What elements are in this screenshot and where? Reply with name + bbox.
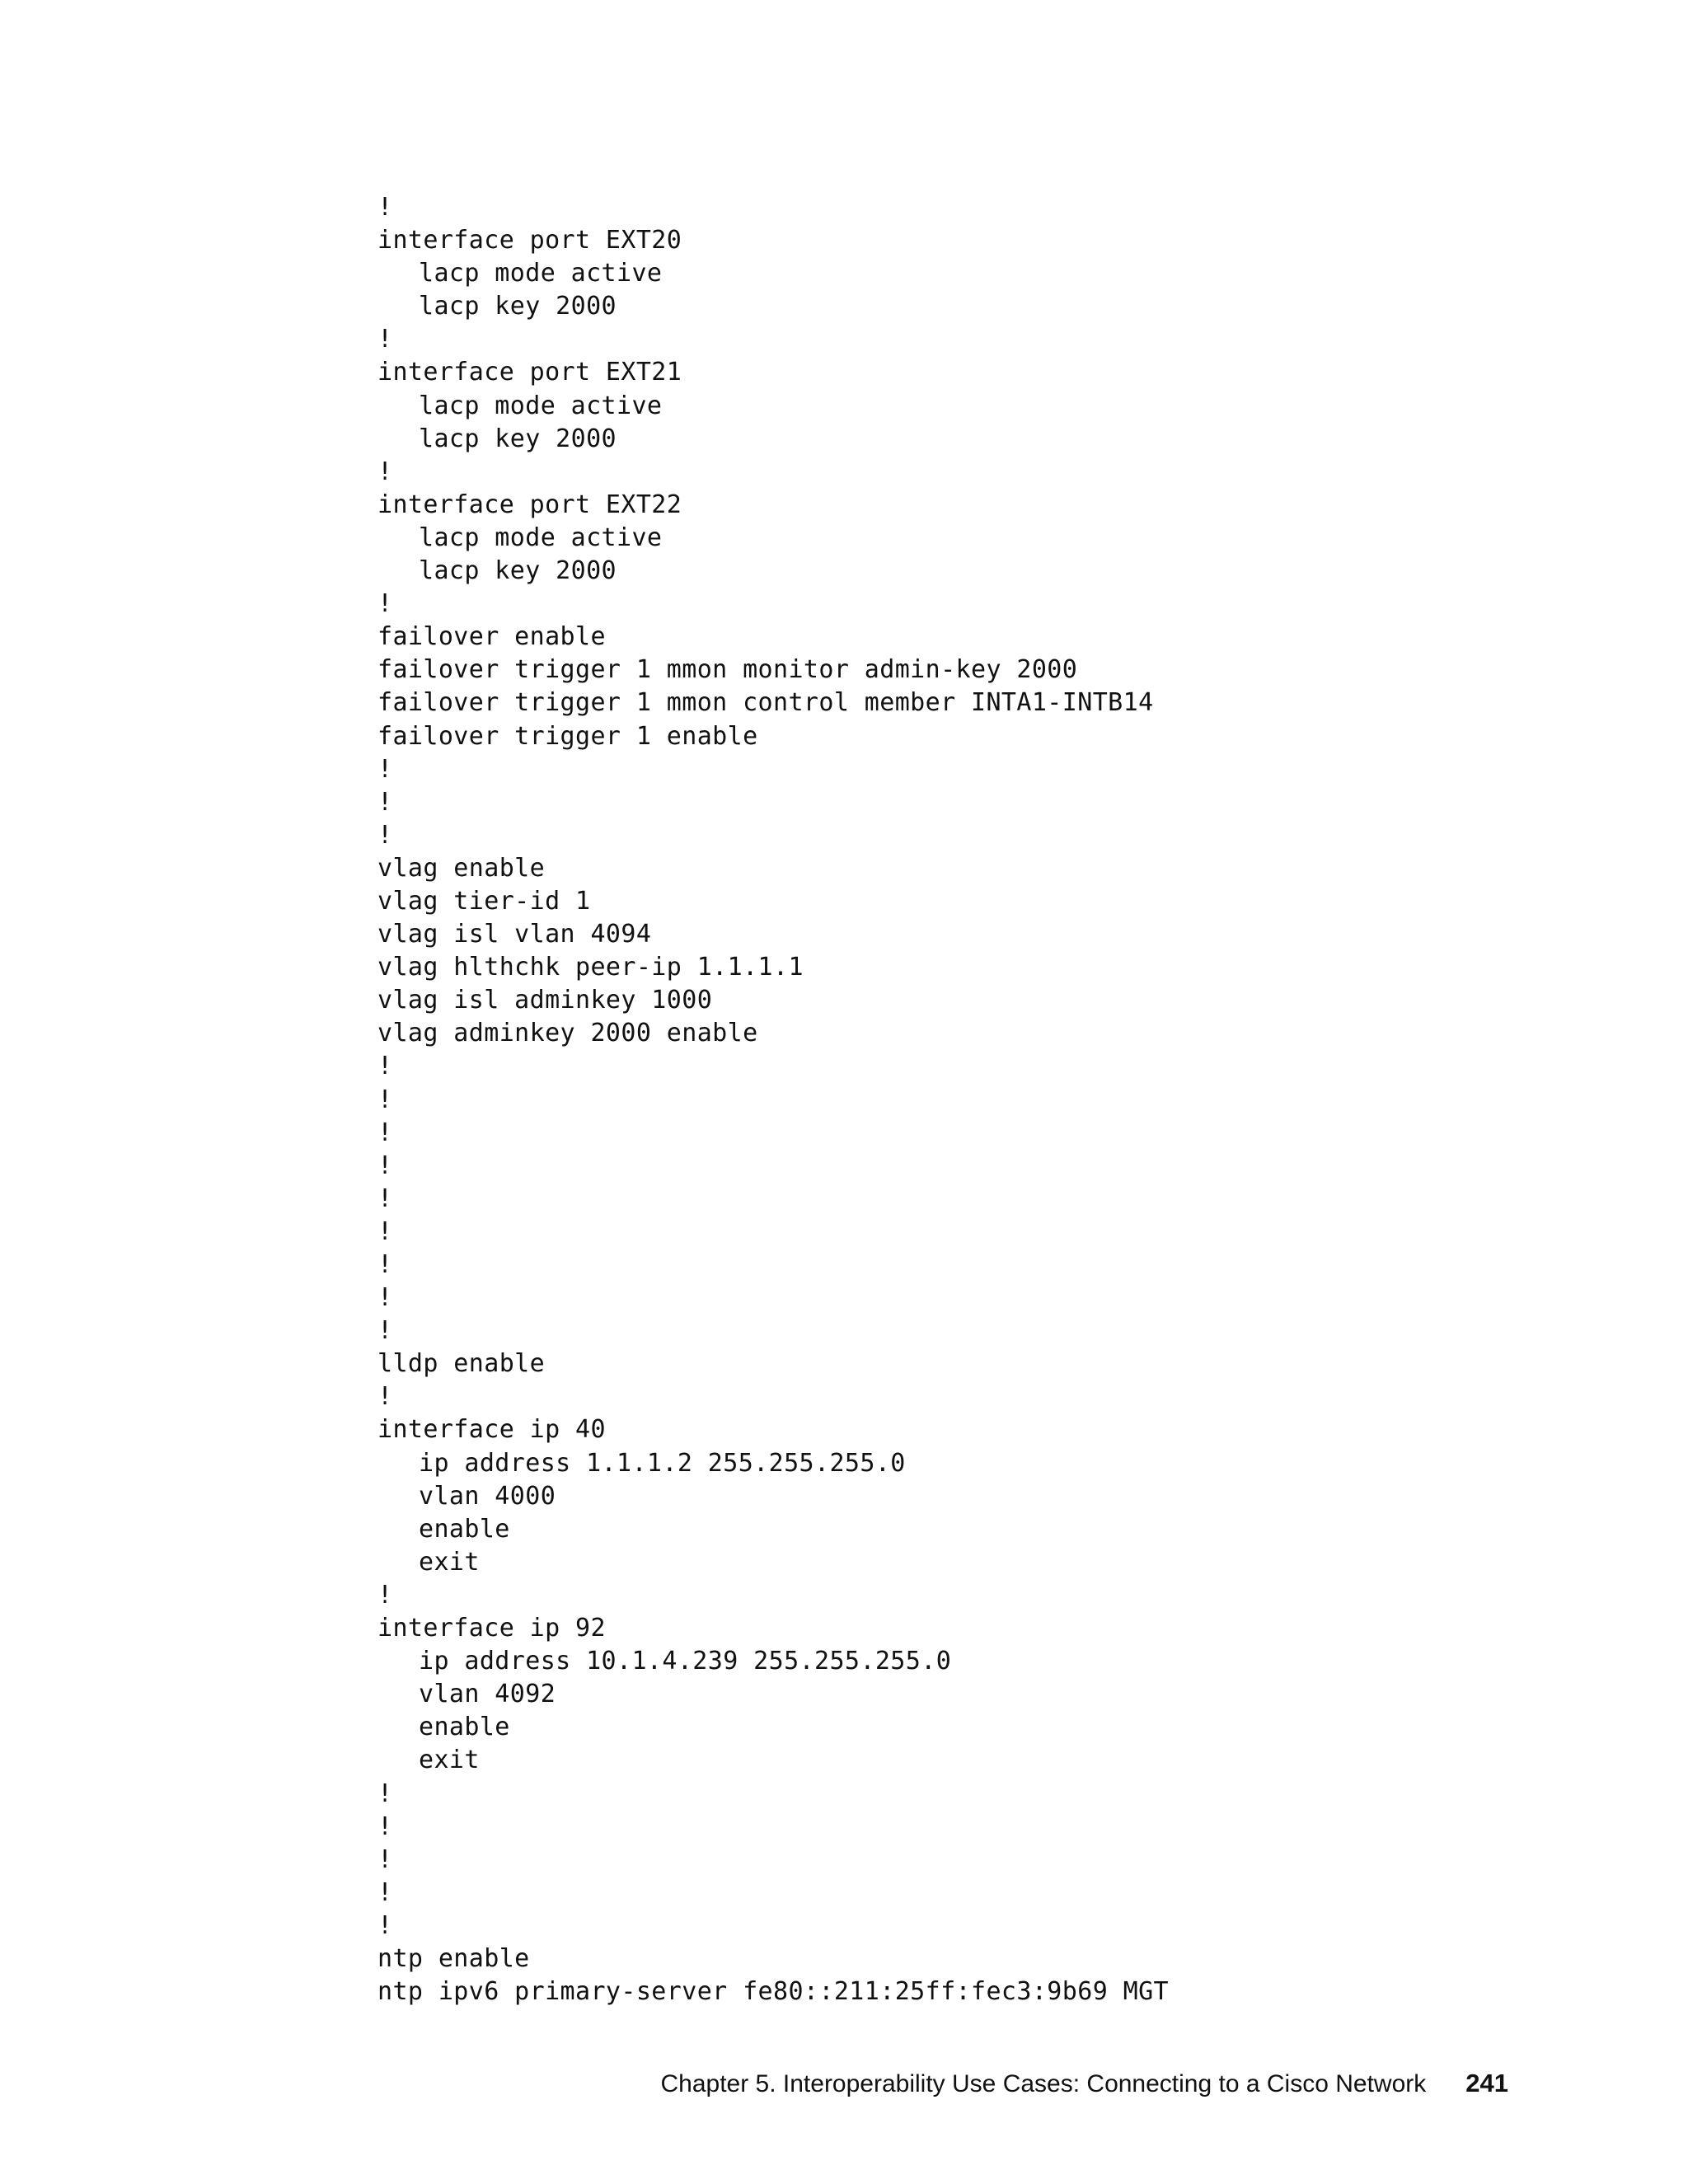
config-line: vlag isl vlan 4094 [377, 920, 652, 949]
page-footer [660, 2069, 1508, 2098]
config-line: interface ip 40 [377, 1415, 606, 1445]
config-line: vlag hlthchk peer-ip 1.1.1.1 [377, 953, 804, 982]
config-line: enable [419, 1713, 510, 1742]
config-line: vlag adminkey 2000 enable [377, 1019, 758, 1048]
config-line: ! [377, 1779, 393, 1808]
config-line: exit [419, 1547, 480, 1577]
config-line: lacp key 2000 [419, 556, 617, 586]
config-line: ! [377, 1085, 393, 1114]
config-line: ! [377, 754, 393, 784]
config-line: ! [377, 1877, 393, 1907]
config-line: ! [377, 1580, 393, 1610]
config-line: ! [377, 1844, 393, 1874]
config-line: ! [377, 1283, 393, 1313]
config-line: lacp key 2000 [419, 292, 617, 321]
config-line: failover trigger 1 mmon monitor admin-key 2000 [377, 655, 1078, 685]
config-line: ntp ipv6 primary-server fe80::211:25ff:fec3:9b69 MGT [377, 1977, 1169, 2007]
config-line: failover trigger 1 enable [377, 721, 758, 751]
config-line: ! [377, 1910, 393, 1940]
config-line: ip address 10.1.4.239 255.255.255.0 [419, 1647, 952, 1676]
config-line: lacp mode active [419, 523, 663, 552]
config-line: ! [377, 1250, 393, 1279]
config-line: vlag enable [377, 853, 546, 883]
config-line: ! [377, 1811, 393, 1841]
config-line: ! [377, 193, 393, 222]
config-line: interface ip 92 [377, 1614, 606, 1643]
config-line: ! [377, 787, 393, 817]
configuration-listing [377, 191, 1449, 2008]
config-line: enable [419, 1514, 510, 1544]
config-line: vlan 4000 [419, 1481, 556, 1511]
config-line: lacp mode active [419, 391, 663, 420]
config-line: ! [377, 457, 393, 486]
config-line: lldp enable [377, 1349, 546, 1379]
config-line: interface port EXT22 [377, 490, 682, 519]
config-line: ! [377, 1183, 393, 1213]
config-line: failover enable [377, 622, 606, 652]
config-line: vlag isl adminkey 1000 [377, 986, 713, 1015]
config-line: lacp key 2000 [419, 424, 617, 453]
config-line: ! [377, 1382, 393, 1412]
config-line: interface port EXT20 [377, 226, 682, 255]
config-line: vlan 4092 [419, 1680, 556, 1709]
config-line: interface port EXT21 [377, 358, 682, 387]
config-line: ! [377, 1316, 393, 1346]
config-line: ntp enable [377, 1943, 530, 1973]
config-line: ! [377, 325, 393, 354]
config-line: exit [419, 1746, 480, 1775]
config-line: ! [377, 1052, 393, 1081]
config-line: ! [377, 1151, 393, 1180]
config-line: lacp mode active [419, 259, 663, 288]
config-line: ! [377, 589, 393, 619]
config-line: ip address 1.1.1.2 255.255.255.0 [419, 1448, 906, 1478]
config-line: vlag tier-id 1 [377, 886, 591, 916]
config-line: failover trigger 1 mmon control member INTA1-INTB14 [377, 688, 1154, 718]
chapter-title: Chapter 5. Interoperability Use Cases: Connecting to a Cisco Network [660, 2070, 1427, 2097]
config-line: ! [377, 1216, 393, 1246]
config-line: ! [377, 820, 393, 850]
page-number: 241 [1465, 2069, 1508, 2097]
config-line: ! [377, 1118, 393, 1147]
